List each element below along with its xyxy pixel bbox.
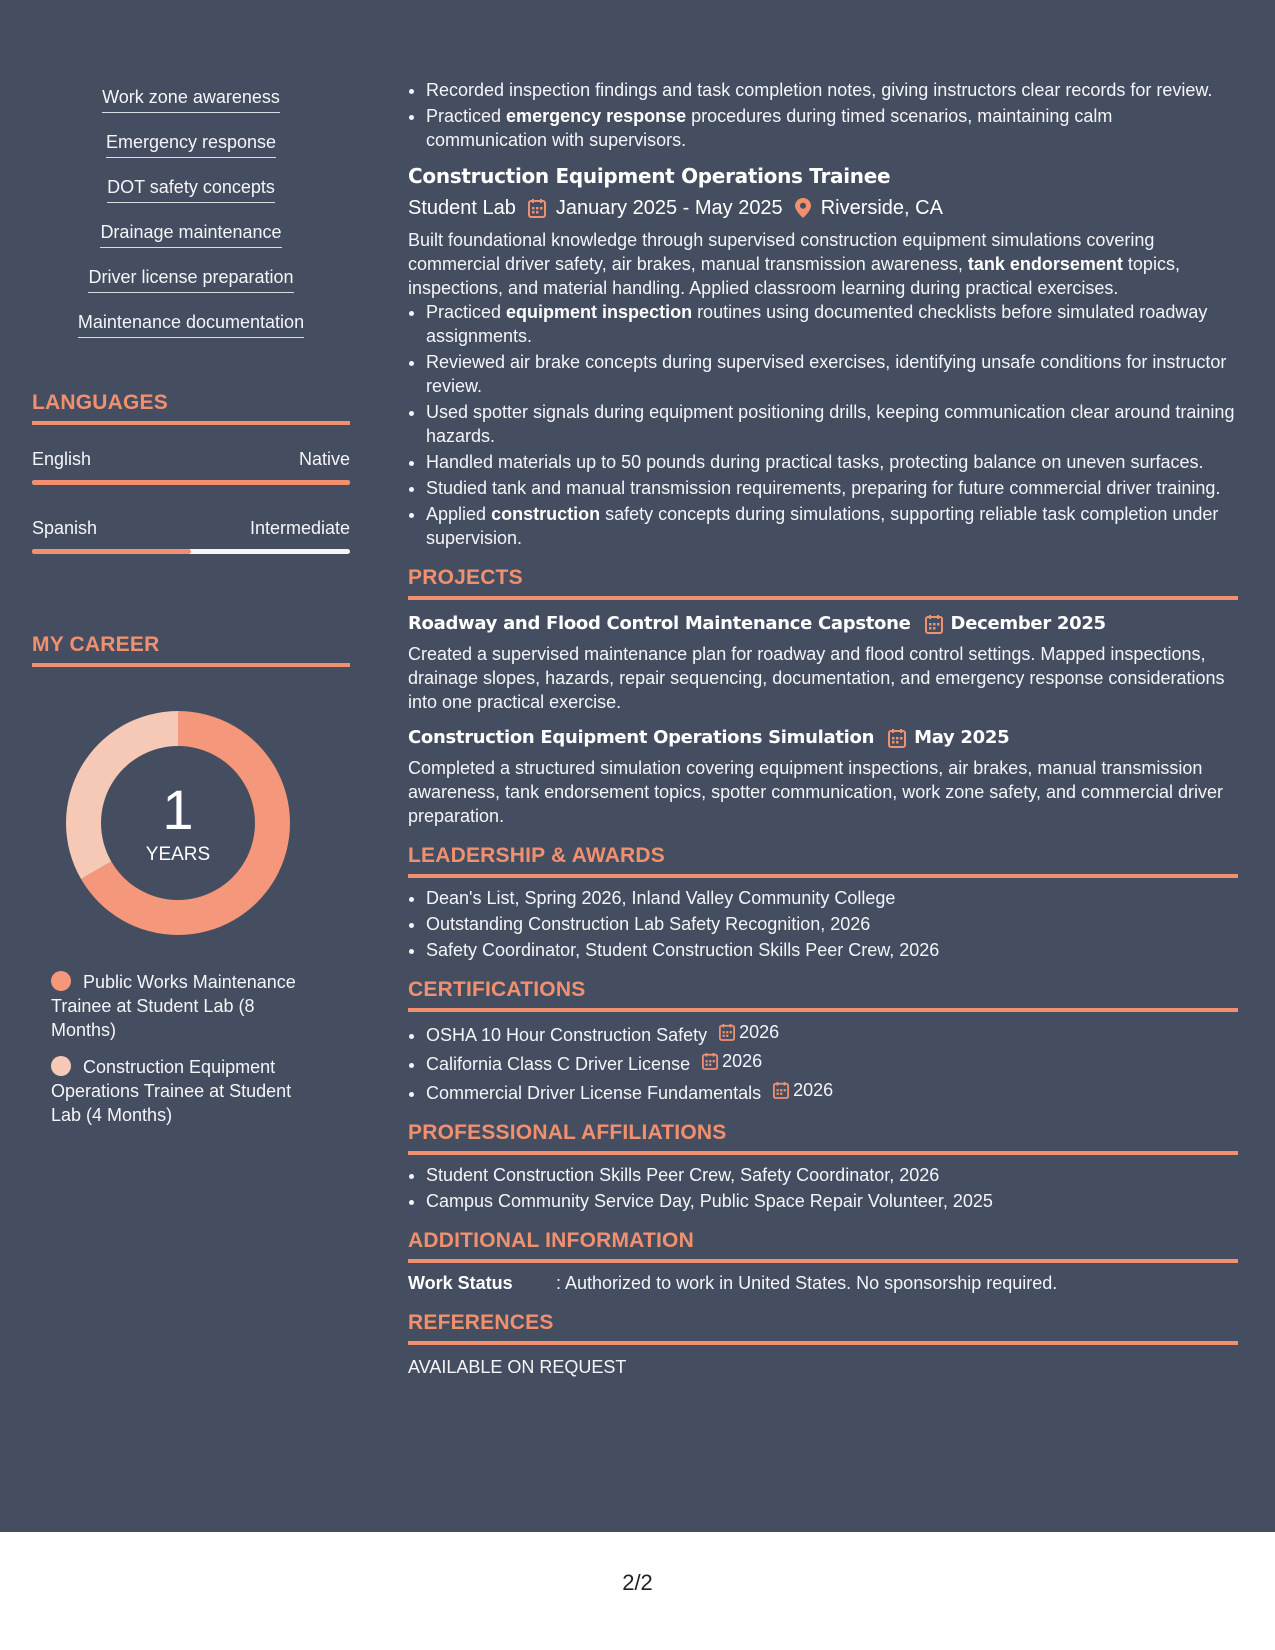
bullet-item: • Recorded inspection findings and task completion notes, giving instructors clear records for review. — [426, 78, 1238, 102]
career-legend-label: Public Works Maintenance Trainee at Student Lab (8 Months) — [51, 972, 296, 1040]
certification-item — [426, 1020, 1238, 1047]
certification-item — [426, 1078, 1238, 1105]
project-title: Roadway and Flood Control Maintenance Capstone — [408, 613, 911, 634]
certification-name: California Class C Driver License — [426, 1054, 691, 1074]
certification-name: OSHA 10 Hour Construction Safety — [426, 1025, 708, 1045]
certification-year: 2026 — [793, 1080, 834, 1100]
job-dates: January 2025 - May 2025 — [555, 197, 783, 219]
language-item — [32, 449, 350, 485]
language-name: Spanish — [32, 518, 98, 538]
job-location: Riverside, CA — [820, 197, 943, 219]
award-item: • Outstanding Construction Lab Safety Recognition, 2026 — [426, 912, 1238, 936]
language-bar-fill — [32, 549, 191, 554]
work-status-label: Work Status — [408, 1273, 513, 1293]
affiliations-heading: PROFESSIONAL AFFILIATIONS — [408, 1121, 1238, 1155]
right-column — [408, 78, 1238, 1379]
career-total: 1 — [162, 778, 194, 841]
career-unit: YEARS — [145, 844, 211, 865]
career-legend-label: Construction Equipment Operations Trainee at Student Lab (4 Months) — [51, 1057, 292, 1125]
awards-heading: LEADERSHIP & AWARDS — [408, 844, 1238, 878]
bullet-item: • Handled materials up to 50 pounds during practical tasks, protecting balance on uneven surfaces. — [426, 450, 1238, 474]
skill-tag: Work zone awareness — [102, 86, 280, 113]
project-title: Construction Equipment Operations Simulation — [408, 727, 875, 748]
affiliations-list — [408, 1163, 1238, 1213]
calendar-icon — [702, 1052, 718, 1070]
career-heading: MY CAREER — [32, 633, 350, 667]
project-description: Created a supervised maintenance plan for roadway and flood control settings. Mapped inspections, drainage slopes, hazards, repair sequencing, documentation, and emergency response considerations into one practical exercise. — [408, 644, 1225, 712]
calendar-icon — [925, 614, 943, 634]
certifications-list — [408, 1020, 1238, 1105]
bullet-item: • Reviewed air brake concepts during supervised exercises, identifying unsafe conditions for instructor review. — [426, 350, 1238, 398]
award-item: • Safety Coordinator, Student Construction Skills Peer Crew, 2026 — [426, 938, 1238, 962]
project-description: Completed a structured simulation covering equipment inspections, air brakes, manual transmission awareness, tank endorsement topics, spotter communication, work zone safety, and commercial driver preparation. — [408, 758, 1224, 826]
job-meta — [408, 196, 1238, 220]
award-item: • Dean's List, Spring 2026, Inland Valley Community College — [426, 886, 1238, 910]
skill-tag: Emergency response — [106, 131, 276, 158]
skill-tag: DOT safety concepts — [107, 176, 275, 203]
language-level: Intermediate — [249, 518, 350, 538]
project-title-row — [408, 726, 1238, 750]
job-company: Student Lab — [408, 197, 516, 219]
language-item — [32, 518, 350, 554]
skills-list — [32, 86, 350, 356]
certification-item — [426, 1049, 1238, 1076]
calendar-icon — [719, 1023, 735, 1041]
job-title: Construction Equipment Operations Trainee — [408, 164, 891, 188]
work-status-value: : Authorized to work in United States. No sponsorship required. — [556, 1273, 1058, 1293]
language-level: Native — [298, 449, 350, 469]
awards-list — [408, 886, 1238, 962]
bullet-item: • Practiced emergency response procedures during timed scenarios, maintaining calm communication with supervisors. — [426, 104, 1238, 152]
affiliation-item: • Campus Community Service Day, Public Space Repair Volunteer, 2025 — [426, 1189, 1238, 1213]
bullet-item: • Used spotter signals during equipment positioning drills, keeping communication clear around training hazards. — [426, 400, 1238, 448]
skill-tag: Drainage maintenance — [100, 221, 281, 248]
certification-year: 2026 — [739, 1022, 780, 1042]
language-bar-fill — [32, 480, 350, 485]
calendar-icon — [773, 1081, 789, 1099]
job-bullets — [408, 300, 1238, 550]
projects-heading: PROJECTS — [408, 566, 1238, 600]
skill-tag: Maintenance documentation — [78, 311, 304, 338]
languages-heading: LANGUAGES — [32, 391, 350, 425]
legend-dot — [51, 971, 71, 991]
work-status-row — [408, 1271, 1238, 1295]
calendar-icon — [528, 198, 546, 218]
additional-info-heading: ADDITIONAL INFORMATION — [408, 1229, 1238, 1263]
project-date: December 2025 — [950, 613, 1106, 634]
certification-year: 2026 — [722, 1051, 763, 1071]
career-legend — [51, 970, 321, 1140]
references-text: AVAILABLE ON REQUEST — [408, 1357, 627, 1377]
affiliation-item: • Student Construction Skills Peer Crew, Safety Coordinator, 2026 — [426, 1163, 1238, 1187]
language-bar — [32, 480, 350, 485]
project-date: May 2025 — [914, 727, 1010, 748]
map-pin-icon — [795, 198, 811, 218]
bullet-item: • Practiced equipment inspection routines using documented checklists before simulated roadway assignments. — [426, 300, 1238, 348]
legend-dot — [51, 1056, 71, 1076]
career-donut-chart — [65, 710, 291, 936]
career-legend-item — [51, 970, 321, 1042]
language-bar — [32, 549, 350, 554]
bullet-item: • Studied tank and manual transmission requirements, preparing for future commercial driver training. — [426, 476, 1238, 500]
job-description: Built foundational knowledge through supervised construction equipment simulations covering commercial driver safety, air brakes, manual transmission awareness, tank endorsement topics, inspections, and material handling. Applied classroom learning during practical exercises. — [408, 230, 1180, 298]
project-title-row — [408, 612, 1238, 636]
page-number: 2/2 — [622, 1570, 653, 1595]
skill-tag: Driver license preparation — [88, 266, 293, 293]
calendar-icon — [888, 728, 906, 748]
certifications-heading: CERTIFICATIONS — [408, 978, 1238, 1012]
career-legend-item — [51, 1055, 321, 1127]
bullet-item: • Applied construction safety concepts during simulations, supporting reliable task completion under supervision. — [426, 502, 1238, 550]
references-heading: REFERENCES — [408, 1311, 1238, 1345]
language-name: English — [32, 449, 92, 469]
previous-job-bullets — [408, 78, 1238, 152]
certification-name: Commercial Driver License Fundamentals — [426, 1083, 762, 1103]
